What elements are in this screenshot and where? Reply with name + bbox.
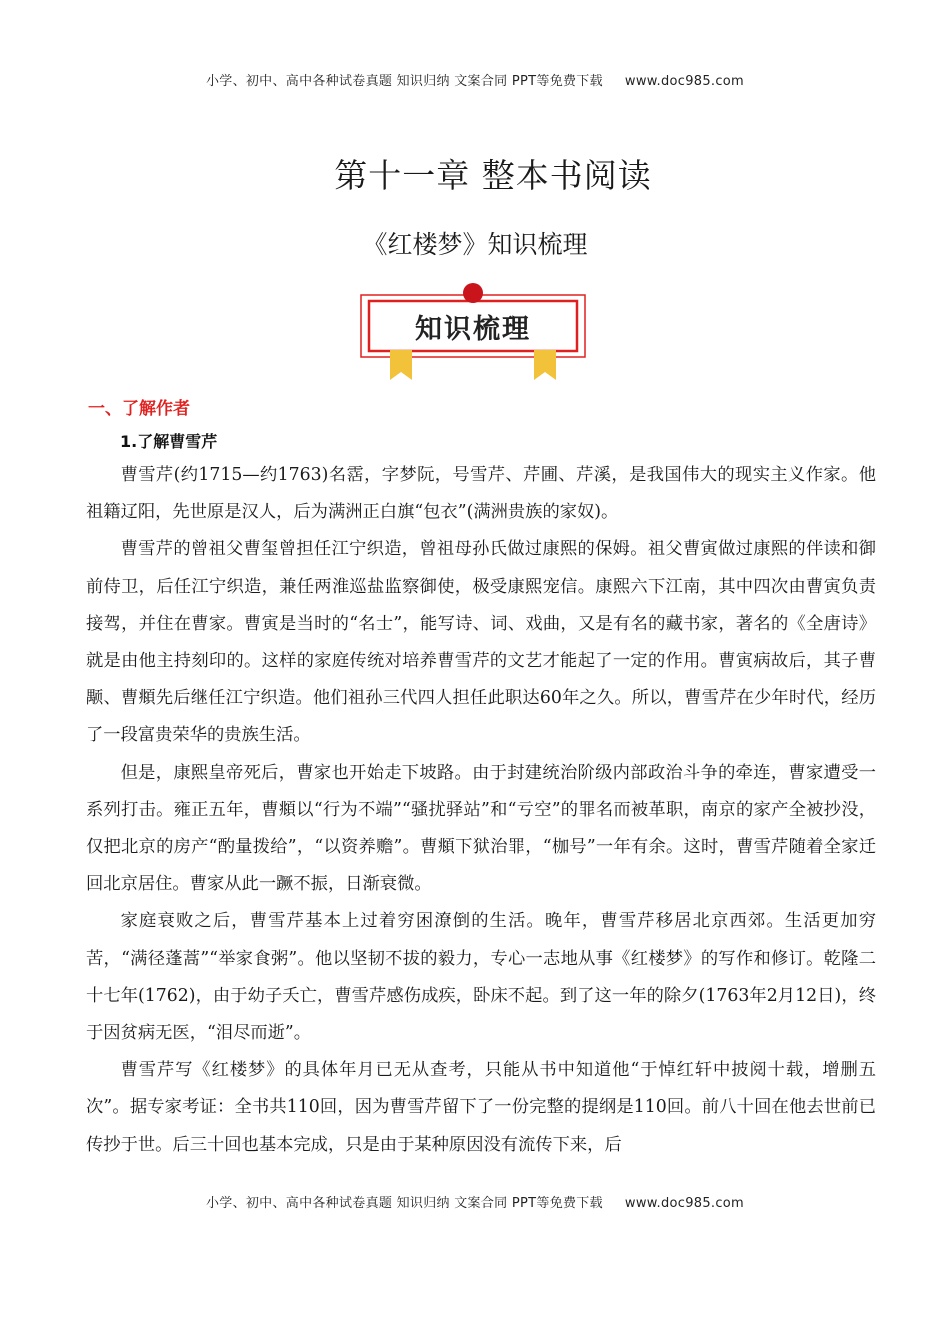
- section-heading: 一、了解作者: [88, 399, 190, 419]
- paragraph-1: 曹雪芹(约1715—约1763)名霑，字梦阮，号雪芹、芹圃、芹溪，是我国伟大的现实主义作家。他祖籍辽阳，先世原是汉人，后为满洲正白旗“包衣”(满洲贵族的家奴)。: [86, 465, 876, 523]
- paragraph-4: 家庭衰败之后，曹雪芹基本上过着穷困潦倒的生活。晚年，曹雪芹移居北京西郊。生活更加穷苦，“满径蓬蒿”“举家食粥”。他以坚韧不拔的毅力，专心一志地从事《红楼梦》的写作和修订。乾隆二十七年(1762)，由于幼子夭亡，曹雪芹感伤成疾，卧床不起。到了这一年的除夕(1763年2月12日)，终于因贫病无医，“泪尽而逝”。: [86, 911, 876, 1044]
- page-header: [0, 70, 950, 89]
- footer-text: 小学、初中、高中各种试卷真题 知识归纳 文案合同 PPT等免费下载: [205, 1196, 603, 1211]
- page-footer: [0, 1192, 950, 1211]
- chapter-title: 第十一章 整本书阅读: [334, 156, 652, 195]
- left-ribbon-icon: [390, 350, 412, 380]
- body-text: [86, 457, 876, 1164]
- paragraph-2: 曹雪芹的曾祖父曹玺曾担任江宁织造，曾祖母孙氏做过康熙的保姆。祖父曹寅做过康熙的伴读和御前侍卫，后任江宁织造，兼任两淮巡盐监察御使，极受康熙宠信。康熙六下江南，其中四次由曹寅负责接驾，并住在曹家。曹寅是当时的“名士”，能写诗、词、戏曲，又是有名的藏书家，著名的《全唐诗》就是由他主持刻印的。这样的家庭传统对培养曹雪芹的文艺才能起了一定的作用。曹寅病故后，其子曹颙、曹頫先后继任江宁织造。他们祖孙三代四人担任此职达60年之久。所以，曹雪芹在少年时代，经历了一段富贵荣华的贵族生活。: [86, 539, 876, 746]
- paragraph-5: 曹雪芹写《红楼梦》的具体年月已无从查考，只能从书中知道他“于悼红轩中披阅十载，增删五次”。据专家考证：全书共110回，因为曹雪芹留下了一份完整的提纲是110回。前八十回在他去世前已传抄于世。后三十回也基本完成，只是由于某种原因没有流传下来，后: [86, 1060, 876, 1155]
- document-subtitle: 《红楼梦》知识梳理: [362, 230, 588, 259]
- paragraph-3: 但是，康熙皇帝死后，曹家也开始走下坡路。由于封建统治阶级内部政治斗争的牵连，曹家遭受一系列打击。雍正五年，曹頫以“行为不端”“骚扰驿站”和“亏空”的罪名而被革职，南京的家产全被抄没，仅把北京的房产“酌量拨给”，“以资养赡”。曹頫下狱治罪，“枷号”一年有余。这时，曹雪芹随着全家迁回北京居住。曹家从此一蹶不振，日渐衰微。: [86, 762, 876, 895]
- header-text: 小学、初中、高中各种试卷真题 知识归纳 文案合同 PPT等免费下载: [205, 74, 603, 89]
- banner-pin-icon: [463, 283, 483, 303]
- footer-url[interactable]: www.doc985.com: [624, 1196, 745, 1211]
- sub-heading: 1.了解曹雪芹: [120, 432, 218, 451]
- banner-label: 知识梳理: [415, 314, 531, 345]
- knowledge-banner: [360, 282, 586, 382]
- right-ribbon-icon: [534, 350, 556, 380]
- header-url[interactable]: www.doc985.com: [624, 74, 745, 89]
